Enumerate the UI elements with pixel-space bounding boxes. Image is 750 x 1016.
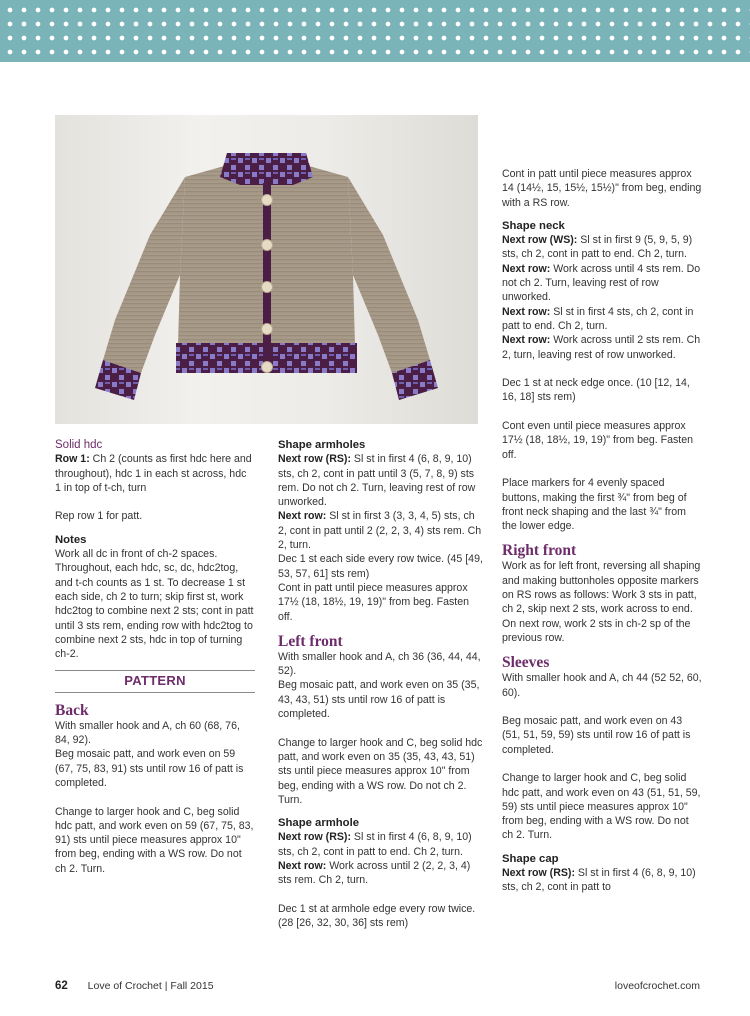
back-paragraph-2: Beg mosaic patt, and work even on 59 (67, 75, 83, 91) sts until row 16 of patt is completed. [55,748,244,789]
armhole-row-2: Next row: Work across until 2 (2, 2, 3, 4) sts rem. Ch 2, turn. [278,860,471,887]
cont-even-text: Cont even until piece measures approx 17½ (18, 18½, 19, 19)" from beg. Fasten off. [502,420,694,461]
left-front-paragraph-2: Beg mosaic patt, and work even on 35 (35, 43, 43, 51) sts until row 16 of patt is completed. [278,679,480,721]
shape-neck-title: Shape neck [502,219,565,232]
back-paragraph-3: Change to larger hook and C, beg solid hdc patt, and work even on 59 (67, 75, 83, 91) sts until piece measures approx 10" from beg, ending with a WS row. Do not ch 2. Turn. [55,805,254,875]
solid-hdc-title: Solid hdc [55,439,103,451]
shape-armhole-title: Shape armhole [278,817,359,830]
column-1 [55,438,255,876]
neck-row-4: Next row: Work across until 2 sts rem. Ch 2, turn, leaving rest of row unworked. [502,334,701,361]
armholes-row-1: Next row (RS): Sl st in first 4 (6, 8, 9, 10) sts, ch 2, cont in patt until 3 (5, 7, 8, 9) sts rem. Do not ch 2. Turn, leaving rest of row unworked. [278,453,476,509]
dotted-banner [0,0,750,62]
notes-title: Notes [55,533,87,546]
continue-text: Cont in patt until piece measures approx 14 (14½, 15, 15½, 15½)" from beg, ending with a RS row. [502,168,702,209]
armhole-row-1: Next row (RS): Sl st in first 4 (6, 8, 9, 10) sts, ch 2, cont in patt to end. Ch 2, turn. [278,831,472,858]
neck-row-3: Next row: Sl st in first 4 sts, ch 2, cont in patt to end. Ch 2, turn. [502,305,694,332]
shape-armholes-title: Shape armholes [278,439,366,451]
footer-website: loveofcrochet.com [614,980,700,992]
page-number: 62 [55,980,68,992]
notes-text: Work all dc in front of ch-2 spaces. Throughout, each hdc, sc, dc, hdc2tog, and t-ch counts as 1 st. To decrease 1 st each side, ch 2 to turn; skip first st, work hdc2tog to combine next 2 sts; cont in patt until 3 sts rem, ending row with hdc2tog to combine next 2 sts, hdc in top of turning ch-2. [55,548,254,661]
right-front-title: Right front [502,542,577,560]
magazine-name: Love of Crochet [87,980,162,992]
armhole-decrease: Dec 1 st at armhole edge every row twice. (28 [26, 32, 30, 36] sts rem) [278,902,476,930]
issue-date: | Fall 2015 [161,980,214,992]
column-3 [502,167,702,895]
pattern-heading: PATTERN [55,670,255,692]
left-front-paragraph-3: Change to larger hook and C, beg solid hdc patt, and work even on 35 (35, 43, 43, 51) sts until piece measures approx 10" from beg, ending with a WS row. Do not ch 2. Turn. [278,736,483,806]
left-front-paragraph-1: With smaller hook and A, ch 36 (36, 44, 44, 52). [278,650,481,678]
right-front-text: Work as for left front, reversing all shaping and making buttonholes opposite markers on RS rows as follows: Work 3 sts in patt, ch 2, skip next 2 sts, work across to end. On next row, work 2 sts in ch-2 sp of the previous row. [502,560,701,644]
cardigan-photo [55,115,478,424]
markers-text: Place markers for 4 evenly spaced buttons, making the first ¾" from beg of front neck shaping and the last ¾" from the lower edge. [502,477,687,533]
shape-cap-title: Shape cap [502,852,559,865]
cap-row-1: Next row (RS): Sl st in first 4 (6, 8, 9, 10) sts, ch 2, cont in patt to [502,867,696,894]
left-front-title: Left front [278,632,343,650]
back-title: Back [55,701,89,719]
armholes-row-2: Next row: Sl st in first 3 (3, 3, 4, 5) sts, ch 2, cont in patt until 2 (2, 2, 3, 4) sts rem. Ch 2, turn. [278,510,482,552]
sleeves-paragraph-3: Change to larger hook and C, beg solid hdc patt, and work even on 43 (51, 51, 59, 59) sts until piece measures approx 10" from beg, ending with a WS row. Do not ch 2. Turn. [502,772,701,842]
armholes-continue: Cont in patt until piece measures approx 17½ (18, 18½, 19, 19)" from beg. Fasten off. [278,581,470,623]
sleeves-paragraph-1: With smaller hook and A, ch 44 (52 52, 60, 60). [502,672,702,699]
armholes-decrease: Dec 1 st each side every row twice. (45 [49, 53, 57, 61] sts rem) [278,553,483,580]
back-paragraph-1: With smaller hook and A, ch 60 (68, 76, 84, 92). [55,719,240,747]
footer-left [55,980,214,992]
sleeves-title: Sleeves [502,654,550,672]
sleeves-paragraph-2: Beg mosaic patt, and work even on 43 (51, 51, 59, 59) sts until row 16 of patt is completed. [502,715,691,756]
neck-row-2: Next row: Work across until 4 sts rem. Do not ch 2. Turn, leaving rest of row unworked. [502,262,701,304]
cardigan-illustration [55,115,478,424]
neck-row-1: Next row (WS): Sl st in first 9 (5, 9, 5, 9) sts, ch 2, cont in patt to end. Ch 2, turn. [502,234,693,261]
neck-decrease: Dec 1 st at neck edge once. (10 [12, 14, 16, 18] sts rem) [502,377,690,404]
column-2 [278,438,483,931]
row1-instruction: Row 1: Ch 2 (counts as first hdc here and throughout), hdc 1 in each st across, hdc 1 in top of t-ch, turn [55,453,252,494]
rep-row-text: Rep row 1 for patt. [55,510,143,523]
